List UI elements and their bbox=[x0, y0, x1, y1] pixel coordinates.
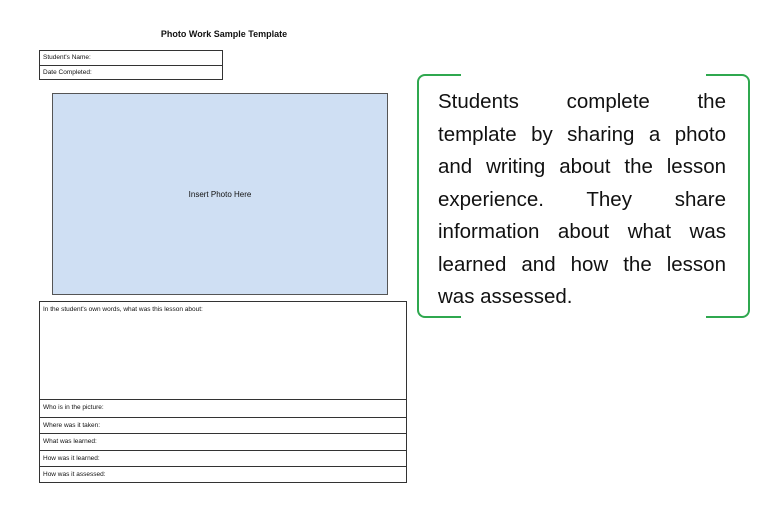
question-lesson-about: In the student's own words, what was this lesson about: bbox=[40, 302, 406, 400]
question-what-learned: What was learned: bbox=[40, 433, 406, 450]
questions-table bbox=[39, 301, 407, 483]
description-text: Students complete the template by sharing a photo and writing about the lesson experience. They share information about what was learned and how the lesson was assessed. bbox=[438, 90, 726, 308]
student-info-table bbox=[39, 50, 223, 80]
photo-placeholder-label: Insert Photo Here bbox=[188, 189, 252, 199]
student-name-field: Student's Name: bbox=[43, 54, 91, 61]
template-title: Photo Work Sample Template bbox=[160, 29, 288, 39]
question-how-assessed: How was it assessed: bbox=[40, 466, 406, 483]
date-completed-field: Date Completed: bbox=[40, 65, 222, 79]
question-how-learned: How was it learned: bbox=[40, 450, 406, 467]
photo-placeholder bbox=[52, 93, 388, 295]
question-where: Where was it taken: bbox=[40, 417, 406, 434]
question-who: Who is in the picture: bbox=[43, 404, 104, 411]
